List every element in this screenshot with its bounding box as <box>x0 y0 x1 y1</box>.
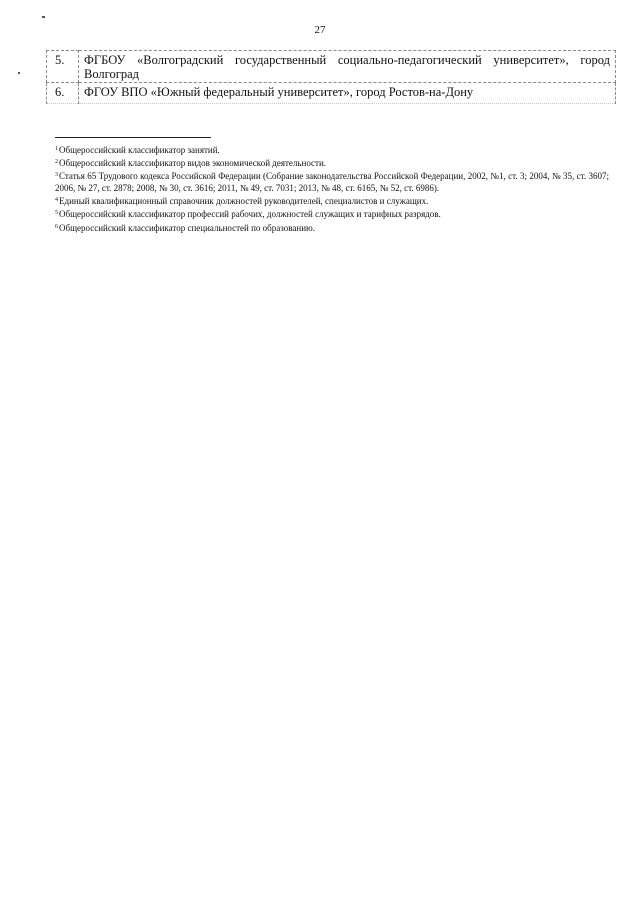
scan-speck <box>42 16 45 18</box>
table-row <box>47 83 616 104</box>
footnote-separator <box>55 137 211 138</box>
organization-name: ФГОУ ВПО «Южный федеральный университет», город Ростов-на-Дону <box>79 83 616 104</box>
footnote-text: Общероссийский классификатор профессий рабочих, должностей служащих и тарифных разрядов. <box>59 209 441 220</box>
footnote <box>55 221 609 234</box>
footnote <box>55 194 609 207</box>
footnote-mark: 4 <box>55 197 58 204</box>
footnote <box>55 169 609 194</box>
row-number: 5. <box>47 51 79 83</box>
organization-name: ФГБОУ «Волгоградский государственный социально-педагогический университет», город Волгоград <box>79 51 616 83</box>
footnote <box>55 156 609 169</box>
footnote-text: Общероссийский классификатор специальностей по образованию. <box>59 222 315 233</box>
footnote-mark: 1 <box>55 146 58 152</box>
footnote-mark: 5 <box>55 210 58 217</box>
footnote-mark: 6 <box>55 223 58 230</box>
page-number: 27 <box>314 24 326 36</box>
footnote-text: Общероссийский классификатор занятий. <box>59 145 220 155</box>
table-row <box>47 51 616 83</box>
footnote <box>55 143 609 156</box>
footnote-text: Единый квалификационный справочник должностей руководителей, специалистов и служащих. <box>59 196 429 207</box>
organizations-table <box>46 50 616 104</box>
row-number: 6. <box>47 83 79 104</box>
footnote-text: Общероссийский классификатор видов экономической деятельности. <box>59 158 327 169</box>
footnote-mark: 2 <box>55 159 58 166</box>
footnote-text: Статья 65 Трудового кодекса Российской Федерации (Собрание законодательства Российской Федерации, 2002, №1, ст. 3; 2004, № 35, ст. 3607; 2006, № 27, ст. 2878; 2008, № 30, ст. 3616; 2011, № 49, ст. 7031; 2013, № 48, ст. 6165, № 52, ст. 6986). <box>55 171 609 194</box>
footnotes <box>55 143 609 234</box>
footnote <box>55 207 609 220</box>
footnote-mark: 3 <box>55 172 58 179</box>
scan-speck <box>18 72 20 74</box>
